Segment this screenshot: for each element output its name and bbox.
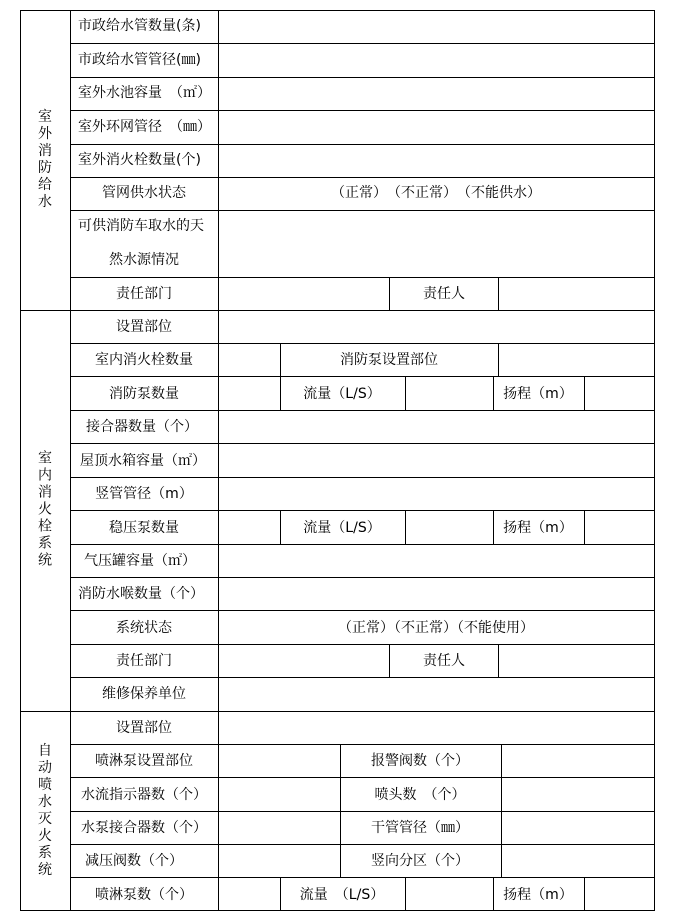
label-stab-pump-head: 扬程（m） bbox=[503, 520, 573, 536]
label-stab-pump-count: 稳压泵数量 bbox=[109, 520, 179, 536]
label-indoor-hydrant-count: 室内消火栓数量 bbox=[95, 352, 193, 368]
label-supply-status: 管网供水状态 bbox=[102, 185, 186, 201]
label-pump-adapters: 水泵接合器数（个） bbox=[81, 820, 207, 836]
label-stab-pump-flow: 流量（L/S） bbox=[303, 520, 381, 536]
input-responsible-dept[interactable] bbox=[219, 278, 389, 310]
input-municipal-pipe-count[interactable] bbox=[219, 11, 654, 43]
input-pump-flow[interactable] bbox=[406, 377, 493, 410]
label-maintenance-unit: 维修保养单位 bbox=[102, 686, 186, 702]
rule-line bbox=[280, 343, 281, 410]
input-maintenance-unit[interactable] bbox=[219, 678, 654, 711]
input-ring-pipe-diameter[interactable] bbox=[219, 111, 654, 144]
input-pump-adapters[interactable] bbox=[219, 812, 340, 844]
label-sprinkler-heads: 喷头数 （个） bbox=[374, 787, 466, 803]
rule-line bbox=[70, 376, 655, 377]
label-flow-indicators: 水流指示器数（个） bbox=[81, 787, 207, 803]
rule-line bbox=[280, 510, 281, 544]
rule-line bbox=[20, 910, 655, 911]
label-indoor-location: 设置部位 bbox=[116, 319, 172, 335]
label-responsible-person: 责任人 bbox=[423, 286, 465, 302]
input-adapter-count[interactable] bbox=[219, 411, 654, 443]
input-natural-source[interactable] bbox=[219, 211, 654, 277]
input-main-diameter[interactable] bbox=[502, 812, 654, 844]
label-pool-capacity: 室外水池容量 （㎡） bbox=[78, 85, 211, 101]
label-indoor-responsible-dept: 责任部门 bbox=[116, 653, 172, 669]
label-ring-pipe-diameter: 室外环网管径 （㎜） bbox=[78, 119, 211, 135]
input-sprinkler-pump-location[interactable] bbox=[219, 745, 340, 777]
label-tank-capacity: 气压罐容量（㎡） bbox=[84, 553, 196, 569]
label-adapter-count: 接合器数量（个） bbox=[86, 419, 198, 435]
rule-line bbox=[493, 376, 494, 410]
input-vertical-zones[interactable] bbox=[502, 845, 654, 877]
rule-line bbox=[389, 277, 390, 310]
rule-line bbox=[493, 510, 494, 544]
label-municipal-pipe-diameter: 市政给水管管径(㎜) bbox=[78, 52, 201, 68]
label-pump-location: 消防泵设置部位 bbox=[340, 352, 438, 368]
input-indoor-responsible-dept[interactable] bbox=[219, 645, 389, 677]
input-pump-location[interactable] bbox=[499, 344, 654, 376]
label-outdoor-hydrant-count: 室外消火栓数量(个) bbox=[78, 152, 201, 168]
input-stab-pump-count[interactable] bbox=[219, 511, 280, 544]
input-sprinkler-head[interactable] bbox=[585, 878, 654, 910]
input-reducing-valves[interactable] bbox=[219, 845, 340, 877]
label-indoor-responsible-person: 责任人 bbox=[423, 653, 465, 669]
label-reducing-valves: 减压阀数（个） bbox=[85, 853, 183, 869]
system-status-options[interactable]: （正常）（不正常）（不能使用） bbox=[338, 620, 534, 636]
input-tank-capacity[interactable] bbox=[219, 545, 654, 577]
rule-line bbox=[70, 177, 655, 178]
label-pump-flow: 流量（L/S） bbox=[303, 386, 381, 402]
input-responsible-person[interactable] bbox=[499, 278, 654, 310]
input-flow-indicators[interactable] bbox=[219, 778, 340, 811]
input-sprinkler-heads[interactable] bbox=[502, 778, 654, 811]
input-stab-pump-flow[interactable] bbox=[406, 511, 493, 544]
label-sprinkler-location: 设置部位 bbox=[116, 720, 172, 736]
section-label-sprinkler: 自动喷水灭火系统 bbox=[38, 743, 52, 878]
label-responsible-dept: 责任部门 bbox=[116, 286, 172, 302]
rule-line bbox=[280, 877, 281, 911]
input-sprinkler-pump-count[interactable] bbox=[219, 878, 280, 910]
input-roof-tank[interactable] bbox=[219, 444, 654, 477]
rule-line bbox=[70, 10, 71, 911]
input-stab-pump-head[interactable] bbox=[585, 511, 654, 544]
label-sprinkler-head: 扬程（m） bbox=[503, 887, 573, 903]
label-natural-source-line1: 可供消防车取水的天 bbox=[78, 218, 204, 234]
input-sprinkler-location[interactable] bbox=[219, 712, 654, 744]
section-label-indoor: 室内消火栓系统 bbox=[38, 450, 52, 569]
input-pool-capacity[interactable] bbox=[219, 78, 654, 110]
label-sprinkler-flow: 流量 （L/S） bbox=[299, 887, 385, 903]
input-municipal-pipe-diameter[interactable] bbox=[219, 44, 654, 77]
input-pump-count[interactable] bbox=[219, 377, 280, 410]
input-riser-diameter[interactable] bbox=[219, 478, 654, 510]
label-natural-source-line2: 然水源情况 bbox=[109, 252, 179, 268]
label-sprinkler-pump-count: 喷淋泵数（个） bbox=[95, 887, 193, 903]
label-main-diameter: 干管管径（㎜） bbox=[371, 820, 469, 836]
supply-status-options[interactable]: （正常） （不正常） （不能供水） bbox=[331, 185, 541, 201]
input-pump-head[interactable] bbox=[585, 377, 654, 410]
input-alarm-valves[interactable] bbox=[502, 745, 654, 777]
rule-line bbox=[493, 877, 494, 911]
label-pump-count: 消防泵数量 bbox=[109, 386, 179, 402]
label-alarm-valves: 报警阀数（个） bbox=[371, 753, 469, 769]
input-sprinkler-flow[interactable] bbox=[406, 878, 493, 910]
section-label-outdoor: 室外消防给水 bbox=[38, 109, 52, 210]
input-indoor-location[interactable] bbox=[219, 311, 654, 343]
label-pump-head: 扬程（m） bbox=[503, 386, 573, 402]
rule-line bbox=[70, 877, 655, 878]
rule-line bbox=[654, 10, 655, 911]
label-roof-tank: 屋顶水箱容量（㎡） bbox=[80, 453, 206, 469]
rule-line bbox=[340, 744, 341, 877]
label-nozzle-count: 消防水喉数量（个） bbox=[78, 586, 204, 602]
rule-line bbox=[389, 644, 390, 677]
input-indoor-responsible-person[interactable] bbox=[499, 645, 654, 677]
input-nozzle-count[interactable] bbox=[219, 578, 654, 610]
rule-line bbox=[20, 10, 21, 911]
label-vertical-zones: 竖向分区（个） bbox=[371, 853, 469, 869]
input-indoor-hydrant-count[interactable] bbox=[219, 344, 280, 376]
label-municipal-pipe-count: 市政给水管数量(条) bbox=[78, 18, 201, 34]
label-system-status: 系统状态 bbox=[116, 620, 172, 636]
rule-line bbox=[70, 610, 655, 611]
label-riser-diameter: 竖管管径（m） bbox=[95, 486, 193, 502]
rule-line bbox=[70, 510, 655, 511]
input-outdoor-hydrant-count[interactable] bbox=[219, 145, 654, 177]
label-sprinkler-pump-location: 喷淋泵设置部位 bbox=[95, 753, 193, 769]
